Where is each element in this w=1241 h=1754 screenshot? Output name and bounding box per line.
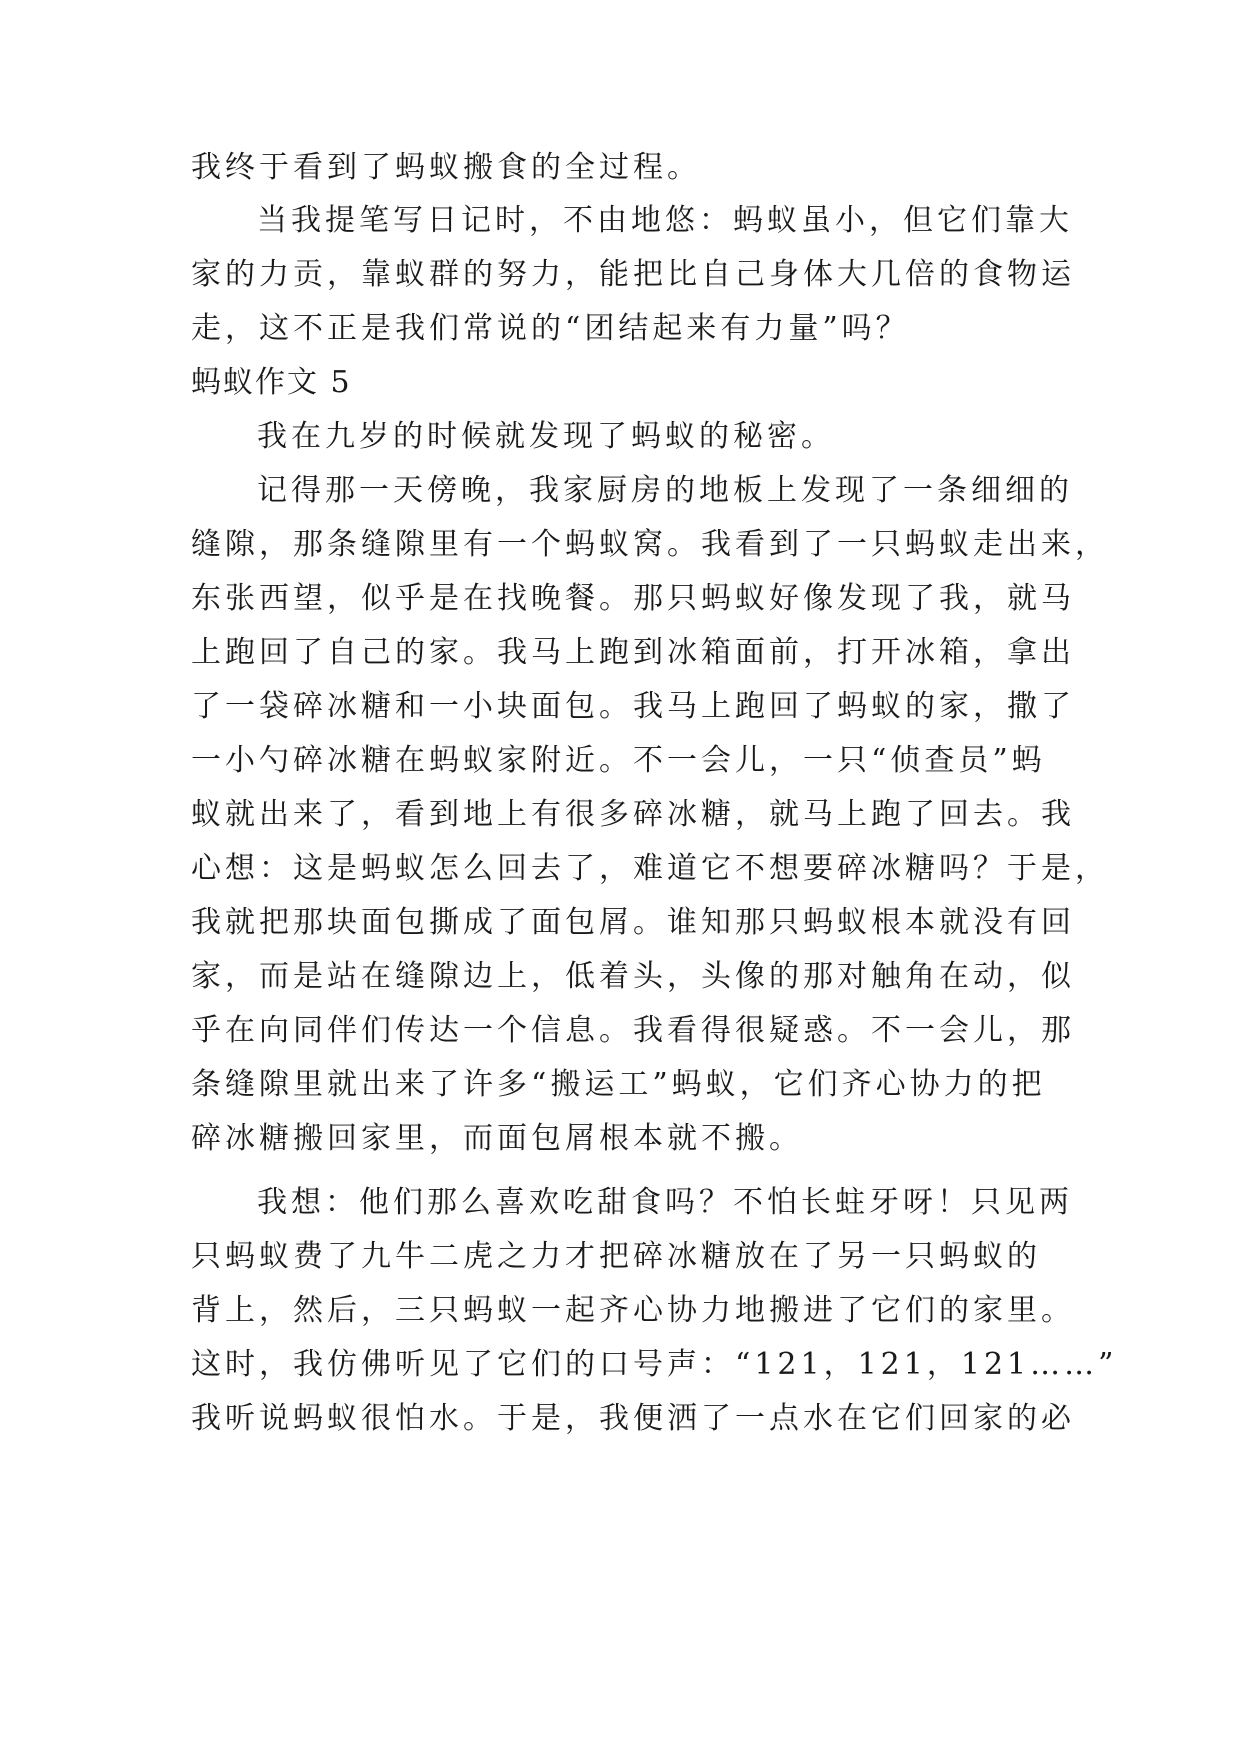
text-line: 我想：他们那么喜欢吃甜食吗？不怕长蛀牙呀！只见两 bbox=[257, 1185, 1073, 1220]
text-line: 碎冰糖搬回家里，而面包屑根本就不搬。 bbox=[191, 1121, 803, 1156]
text-line: 记得那一天傍晚，我家厨房的地板上发现了一条细细的 bbox=[257, 473, 1073, 508]
text-line: 东张西望，似乎是在找晚餐。那只蚂蚁好像发现了我，就马 bbox=[191, 581, 1075, 616]
text-line: 了一袋碎冰糖和一小块面包。我马上跑回了蚂蚁的家，撒了 bbox=[191, 689, 1075, 724]
text-line: 我听说蚂蚁很怕水。于是，我便洒了一点水在它们回家的必 bbox=[191, 1401, 1075, 1436]
text-line: 当我提笔写日记时，不由地悠：蚂蚁虽小，但它们靠大 bbox=[257, 203, 1073, 238]
text-line: 这时，我仿佛听见了它们的口号声：“121，121，121……” bbox=[191, 1347, 1118, 1382]
text-line: 心想：这是蚂蚁怎么回去了，难道它不想要碎冰糖吗？于是， bbox=[191, 851, 1109, 886]
text-line: 乎在向同伴们传达一个信息。我看得很疑惑。不一会儿，那 bbox=[191, 1013, 1075, 1048]
section-heading: 蚂蚁作文 5 bbox=[191, 365, 352, 400]
text-line: 条缝隙里就出来了许多“搬运工”蚂蚁，它们齐心协力的把 bbox=[191, 1067, 1046, 1102]
text-line: 走，这不正是我们常说的“团结起来有力量”吗？ bbox=[191, 311, 910, 346]
text-line: 只蚂蚁费了九牛二虎之力才把碎冰糖放在了另一只蚂蚁的 bbox=[191, 1239, 1041, 1274]
text-line: 背上，然后，三只蚂蚁一起齐心协力地搬进了它们的家里。 bbox=[191, 1293, 1075, 1328]
text-line: 我终于看到了蚂蚁搬食的全过程。 bbox=[191, 150, 701, 185]
text-line: 缝隙，那条缝隙里有一个蚂蚁窝。我看到了一只蚂蚁走出来， bbox=[191, 527, 1109, 562]
text-line: 家，而是站在缝隙边上，低着头，头像的那对触角在动，似 bbox=[191, 959, 1075, 994]
text-line: 蚁就出来了，看到地上有很多碎冰糖，就马上跑了回去。我 bbox=[191, 797, 1075, 832]
text-line: 家的力贡，靠蚁群的努力，能把比自己身体大几倍的食物运 bbox=[191, 257, 1075, 292]
text-line: 一小勺碎冰糖在蚂蚁家附近。不一会儿，一只“侦查员”蚂 bbox=[191, 743, 1046, 778]
text-line: 我就把那块面包撕成了面包屑。谁知那只蚂蚁根本就没有回 bbox=[191, 905, 1075, 940]
text-line: 上跑回了自己的家。我马上跑到冰箱面前，打开冰箱，拿出 bbox=[191, 635, 1075, 670]
text-line: 我在九岁的时候就发现了蚂蚁的秘密。 bbox=[257, 419, 835, 454]
